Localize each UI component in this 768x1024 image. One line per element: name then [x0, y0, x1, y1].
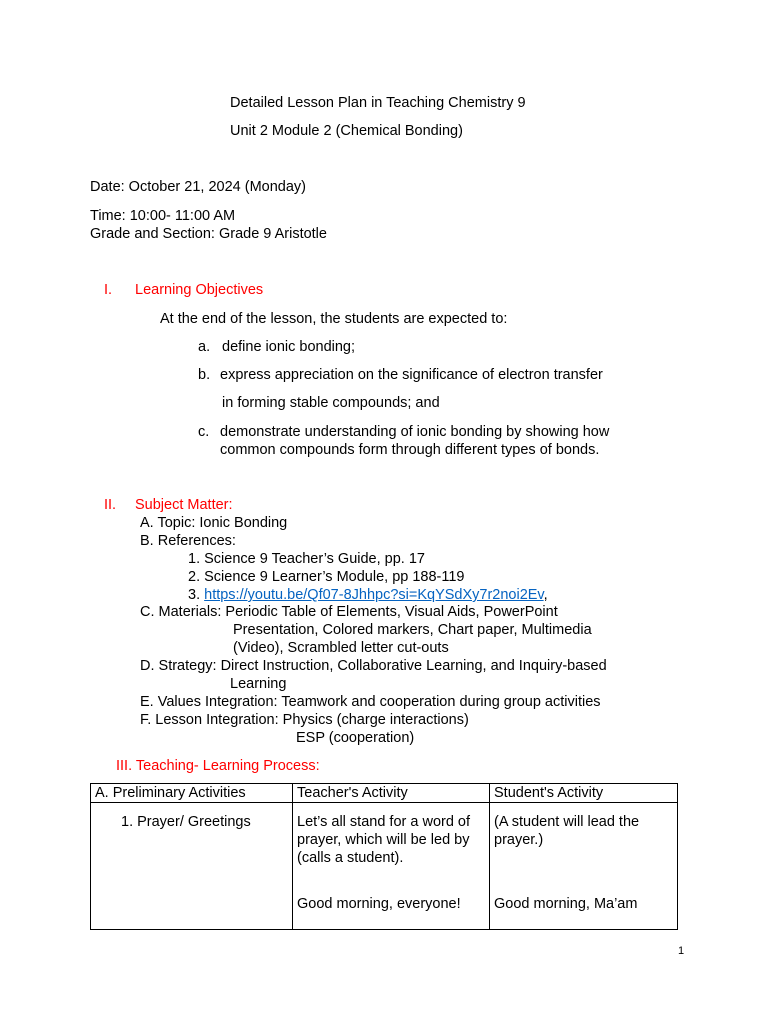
lesson-table — [90, 783, 678, 930]
objective-c-marker: c. — [198, 424, 210, 440]
teacher-greeting-text: Good morning, everyone! — [297, 896, 461, 912]
date-line: Date: October 21, 2024 (Monday) — [90, 179, 307, 195]
teacher-cell — [293, 803, 490, 930]
objectives-intro: At the end of the lesson, the students are expected to: — [160, 311, 508, 327]
topic-line: A. Topic: Ionic Bonding — [140, 515, 288, 531]
objective-a-text: define ionic bonding; — [222, 339, 356, 355]
strategy-line-2: Learning — [230, 676, 287, 692]
objective-c-text: demonstrate understanding of ionic bonding by showing how — [220, 424, 610, 440]
section1-title: Learning Objectives — [135, 282, 264, 298]
reference-3-tail: , — [543, 587, 548, 603]
activity-prayer-greetings: 1. Prayer/ Greetings — [121, 814, 251, 830]
objective-b-text: express appreciation on the significance of electron transfer — [220, 367, 603, 383]
grade-section-line: Grade and Section: Grade 9 Aristotle — [90, 226, 327, 242]
materials-line-3: (Video), Scrambled letter cut-outs — [233, 640, 449, 656]
document-title: Detailed Lesson Plan in Teaching Chemistry 9 — [230, 95, 526, 111]
references-label: B. References: — [140, 533, 236, 549]
reference-3-number: 3. — [188, 587, 205, 603]
youtube-link[interactable]: https://youtu.be/Qf07-8Jhhpc?si=KqYSdXy7r2noi2Ev — [204, 587, 544, 603]
header-preliminary: A. Preliminary Activities — [91, 784, 293, 803]
reference-3 — [188, 586, 548, 604]
objective-b-text-cont: in forming stable compounds; and — [222, 395, 440, 411]
materials-line-1: C. Materials: Periodic Table of Elements, Visual Aids, PowerPoint — [140, 604, 558, 620]
section1-numeral: I. — [104, 282, 113, 298]
table-row — [91, 803, 678, 930]
lesson-integration-line-1: F. Lesson Integration: Physics (charge interactions) — [140, 712, 469, 728]
section3-title: III. Teaching- Learning Process: — [116, 758, 320, 774]
page-number: 1 — [678, 945, 685, 957]
reference-2: 2. Science 9 Learner’s Module, pp 188-119 — [188, 569, 465, 585]
header-teacher-activity: Teacher's Activity — [293, 784, 490, 803]
section2-numeral: II. — [104, 497, 117, 513]
table-header-row — [91, 784, 678, 803]
lesson-integration-line-2: ESP (cooperation) — [296, 730, 415, 746]
header-student-activity: Student's Activity — [490, 784, 678, 803]
teacher-prayer-text: Let’s all stand for a word of prayer, which will be led by (calls a student). — [297, 814, 471, 866]
strategy-line-1: D. Strategy: Direct Instruction, Collaborative Learning, and Inquiry-based — [140, 658, 607, 674]
student-greeting-text: Good morning, Ma’am — [494, 896, 638, 912]
section2-title: Subject Matter: — [135, 497, 233, 513]
objective-c-text-cont: common compounds form through different types of bonds. — [220, 442, 600, 458]
student-prayer-text: (A student will lead the prayer.) — [494, 814, 640, 848]
time-line: Time: 10:00- 11:00 AM — [90, 208, 236, 224]
unit-subtitle: Unit 2 Module 2 (Chemical Bonding) — [230, 123, 463, 139]
student-cell — [490, 803, 678, 930]
materials-line-2: Presentation, Colored markers, Chart paper, Multimedia — [233, 622, 592, 638]
objective-b-marker: b. — [198, 367, 211, 383]
objective-a-marker: a. — [198, 339, 211, 355]
values-integration-line: E. Values Integration: Teamwork and cooperation during group activities — [140, 694, 601, 710]
activity-cell — [91, 803, 293, 930]
reference-1: 1. Science 9 Teacher’s Guide, pp. 17 — [188, 551, 425, 567]
